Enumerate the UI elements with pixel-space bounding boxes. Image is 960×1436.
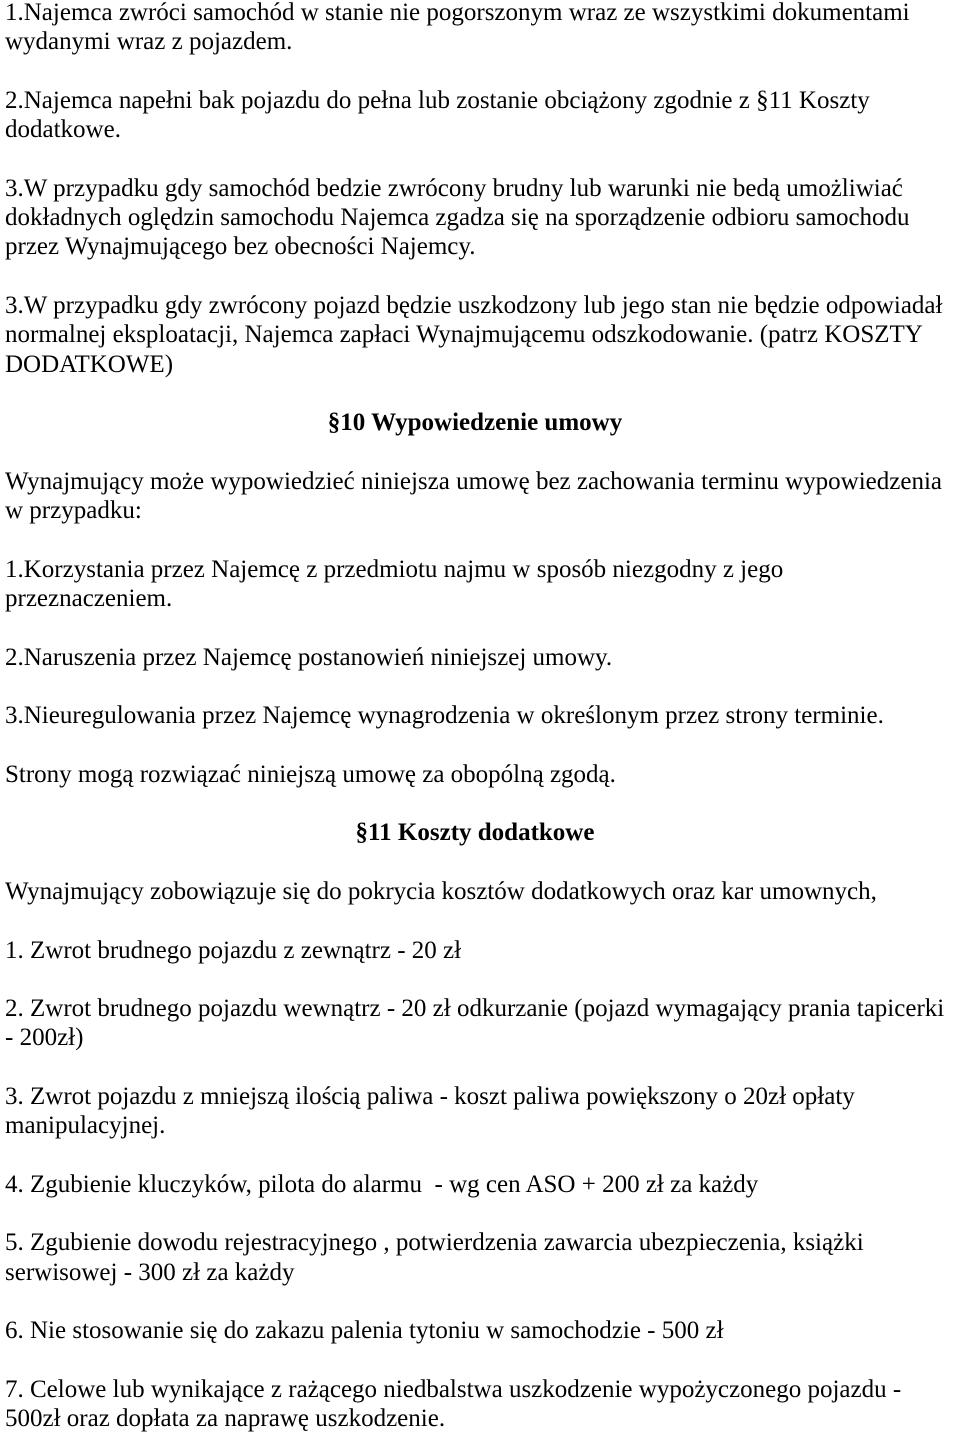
text-line: 1.Korzystania przez Najemcę z przedmiotu najmu w sposób niezgodny z jego [5, 555, 784, 583]
clause-damaged-return [0, 291, 960, 379]
cost-item-5 [0, 1228, 960, 1287]
text-line: przez Wynajmującego bez obecności Najemcy. [5, 233, 476, 261]
text-line: serwisowej - 300 zł za każdy [5, 1258, 295, 1286]
section-heading-termination [0, 408, 960, 437]
heading-text: §10 Wypowiedzenie umowy [327, 409, 623, 437]
text-line: manipulacyjnej. [5, 1112, 166, 1140]
heading-text: §11 Koszty dodatkowe [355, 819, 595, 847]
text-line: dodatkowe. [5, 116, 121, 144]
clause-fuel-tank [0, 86, 960, 145]
text-line: 5. Zgubienie dowodu rejestracyjnego , potwierdzenia zawarcia ubezpieczenia, książki [5, 1229, 864, 1257]
text-line: - 200zł) [5, 1024, 84, 1052]
text-line: 500zł oraz dopłata za naprawę uszkodzenie. [5, 1405, 446, 1433]
text-line: w przypadku: [5, 497, 142, 525]
cost-item-4 [0, 1170, 960, 1199]
clause-return-documents [0, 0, 960, 57]
text-line: DODATKOWE) [5, 350, 174, 378]
termination-reason-3 [0, 701, 960, 730]
text-line: dokładnych oględzin samochodu Najemca zgadza się na sporządzenie odbioru samochodu [5, 204, 910, 232]
text-line: Strony mogą rozwiązać niniejszą umowę za obopólną zgodą. [5, 760, 616, 788]
text-line: 2. Zwrot brudnego pojazdu wewnątrz - 20 zł odkurzanie (pojazd wymagający prania tapicerki [5, 995, 945, 1023]
text-line: przeznaczeniem. [5, 584, 173, 612]
clause-dirty-return [0, 174, 960, 262]
cost-item-7 [0, 1375, 960, 1434]
text-line: Wynajmujący może wypowiedzieć niniejsza umowę bez zachowania terminu wypowiedzenia [5, 467, 943, 495]
text-line: normalnej eksploatacji, Najemca zapłaci Wynajmującemu odszkodowanie. (patrz KOSZTY [5, 321, 923, 349]
mutual-termination [0, 760, 960, 789]
termination-intro [0, 467, 960, 526]
text-line: 3. Zwrot pojazdu z mniejszą ilością paliwa - koszt paliwa powiększony o 20zł opłaty [5, 1082, 855, 1110]
cost-item-1 [0, 936, 960, 965]
text-line: 7. Celowe lub wynikające z rażącego niedbalstwa uszkodzenie wypożyczonego pojazdu - [5, 1375, 902, 1403]
text-line: 4. Zgubienie kluczyków, pilota do alarmu - wg cen ASO + 200 zł za każdy [5, 1170, 759, 1198]
cost-item-3 [0, 1082, 960, 1141]
text-line: 3.W przypadku gdy zwrócony pojazd będzie uszkodzony lub jego stan nie będzie odpowiadał [5, 291, 943, 319]
text-line: 3.Nieuregulowania przez Najemcę wynagrodzenia w określonym przez strony terminie. [5, 702, 884, 730]
text-line: 1. Zwrot brudnego pojazdu z zewnątrz - 20 zł [5, 936, 462, 964]
text-line: 3.W przypadku gdy samochód bedzie zwrócony brudny lub warunki nie bedą umożliwiać [5, 174, 903, 202]
text-line: 2.Najemca napełni bak pojazdu do pełna lub zostanie obciążony zgodnie z §11 Koszty [5, 86, 870, 114]
cost-item-2 [0, 994, 960, 1053]
text-line: Wynajmujący zobowiązuje się do pokrycia kosztów dodatkowych oraz kar umownych, [5, 877, 877, 905]
text-line: wydanymi wraz z pojazdem. [5, 28, 293, 56]
termination-reason-1 [0, 555, 960, 614]
section-heading-additional-costs [0, 818, 960, 847]
text-line: 1.Najemca zwróci samochód w stanie nie pogorszonym wraz ze wszystkimi dokumentami [5, 0, 910, 26]
text-line: 2.Naruszenia przez Najemcę postanowień niniejszej umowy. [5, 643, 613, 671]
termination-reason-2 [0, 643, 960, 672]
costs-intro [0, 877, 960, 906]
text-line: 6. Nie stosowanie się do zakazu palenia tytoniu w samochodzie - 500 zł [5, 1317, 724, 1345]
cost-item-6 [0, 1316, 960, 1345]
